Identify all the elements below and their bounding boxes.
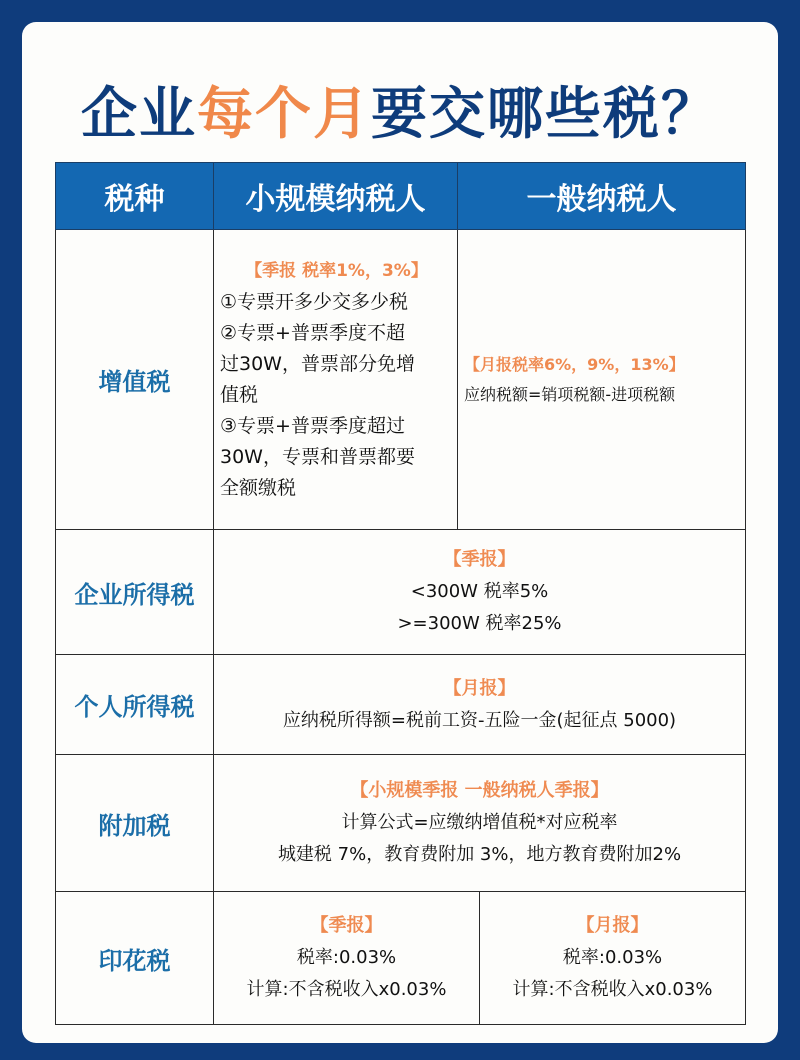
vat-small-line: 全额缴税 [220,476,297,499]
vat-small-line: ③专票+普票季度超过 [220,414,405,437]
stamp-small-line: 税率:0.03% [296,947,397,968]
stamp-small-line: 计算:不含税收入x0.03% [246,979,447,1000]
cit-line: >=300W 税率25% [397,613,562,634]
title-part1: 企业 [81,82,197,147]
surtax-tag: 【小规模季报 一般纳税人季报】 [350,780,609,801]
vat-small-line: 值税 [220,383,259,406]
header-tax-type: 税种 [56,163,214,230]
vat-small-line: ②专票+普票季度不超 [220,321,405,344]
row-vat [56,230,746,530]
cit-cell [214,530,746,655]
row-label-cit: 企业所得税 [56,530,214,655]
stamp-small-cell [214,892,480,1025]
row-label-vat: 增值税 [56,230,214,530]
header-row [56,163,746,230]
stamp-general-line: 计算:不含税收入x0.03% [512,979,713,1000]
row-pit [56,655,746,755]
vat-general-cell [458,230,746,530]
pit-cell [214,655,746,755]
stamp-small-tag: 【季报】 [310,915,383,936]
row-surtax [56,755,746,892]
stamp-general-cell [480,892,746,1025]
title-highlight: 每个月 [197,82,371,147]
row-label-stamp: 印花税 [56,892,214,1025]
vat-general-tag: 【月报税率6%，9%，13%】 [464,354,685,374]
surtax-cell [214,755,746,892]
header-general-taxpayer: 一般纳税人 [458,163,746,230]
title-part2: 要交哪些税？ [371,82,719,147]
stamp-general-line: 税率:0.03% [562,947,663,968]
tax-table [55,162,746,1025]
surtax-line: 计算公式=应缴纳增值税*对应税率 [341,812,618,833]
page-title [22,80,778,150]
pit-tag: 【月报】 [443,677,516,699]
vat-small-cell [214,230,458,530]
row-label-pit: 个人所得税 [56,655,214,755]
vat-small-line: 30W，专票和普票都要 [220,445,415,468]
vat-general-line: 应纳税额=销项税额-进项税额 [464,384,676,404]
row-label-surtax: 附加税 [56,755,214,892]
surtax-line: 城建税 7%，教育费附加 3%，地方教育费附加2% [277,844,682,865]
vat-small-line: ①专票开多少交多少税 [220,290,409,313]
header-small-taxpayer: 小规模纳税人 [214,163,458,230]
content-card [22,22,778,1043]
vat-small-tag: 【季报 税率1%，3%】 [245,260,428,281]
stamp-general-tag: 【月报】 [576,915,649,936]
cit-tag: 【季报】 [443,549,516,570]
cit-line: <300W 税率5% [410,581,549,602]
row-stamp [56,892,746,1025]
vat-small-line: 过30W，普票部分免增 [220,352,415,375]
pit-line: 应纳税所得额=税前工资-五险一金(起征点 5000) [282,709,677,731]
row-cit [56,530,746,655]
